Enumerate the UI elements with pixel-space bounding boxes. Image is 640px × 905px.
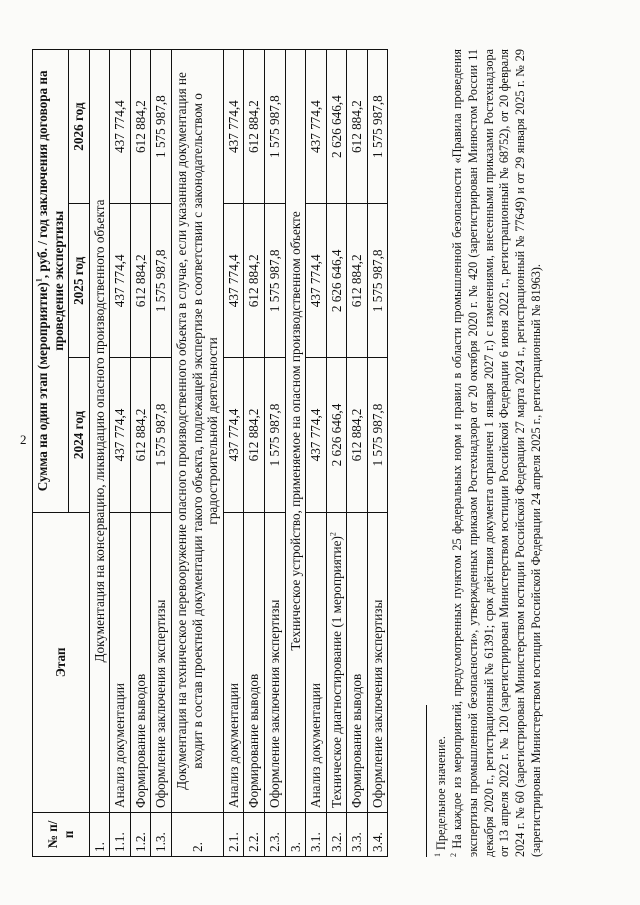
row-stage: Формирование выводов [130, 512, 151, 812]
page-number: 2 [20, 432, 27, 447]
row-value-2024: 1 575 987,8 [264, 358, 285, 512]
table-row [110, 50, 131, 857]
row-value-2026: 1 575 987,8 [264, 50, 285, 204]
row-value-2025: 1 575 987,8 [367, 204, 388, 358]
row-value-2026: 437 774,4 [110, 50, 131, 204]
row-value-2025: 437 774,4 [223, 204, 244, 358]
row-value-2026: 612 884,2 [347, 50, 368, 204]
section-num: 2. [172, 812, 224, 856]
row-value-2026: 612 884,2 [244, 50, 265, 204]
rotated-page-content [20, 22, 620, 882]
row-num: 2.3. [264, 812, 285, 856]
row-value-2024: 612 884,2 [130, 358, 151, 512]
row-num: 1.3. [151, 812, 172, 856]
table-row [151, 50, 172, 857]
row-value-2024: 437 774,4 [223, 358, 244, 512]
row-num: 1.1. [110, 812, 131, 856]
header-year-2025: 2025 год [69, 204, 90, 358]
section-title: Техническое устройство, применяемое на опасном производственном объекте [285, 50, 306, 813]
table-row [244, 50, 265, 857]
row-value-2024: 612 884,2 [347, 358, 368, 512]
footnotes [434, 49, 545, 857]
table-section-row [172, 50, 224, 857]
row-value-2025: 437 774,4 [306, 204, 327, 358]
row-value-2025: 1 575 987,8 [264, 204, 285, 358]
row-num: 3.2. [326, 812, 347, 856]
section-title: Документация на техническое перевооружение опасного производственного объекта в случае, если указанная документация не входит в состав проектной документации такого объекта, подлежащей экспертизе в соответствии с законодательством о градостроительной деятельности [172, 50, 224, 813]
row-num: 3.4. [367, 812, 388, 856]
table-row [367, 50, 388, 857]
row-value-2026: 2 626 646,4 [326, 50, 347, 204]
row-value-2025: 2 626 646,4 [326, 204, 347, 358]
row-stage: Анализ документации [223, 512, 244, 812]
row-num: 2.1. [223, 812, 244, 856]
row-stage: Формирование выводов [244, 512, 265, 812]
header-num: № п/п [33, 812, 90, 856]
header-sum-footnote-mark: 1 [34, 278, 44, 283]
row-num: 2.2. [244, 812, 265, 856]
row-stage: Оформление заключения экспертизы [367, 512, 388, 812]
table-row [347, 50, 368, 857]
row-stage-text: Техническое диагностирование (1 мероприятие) [328, 536, 344, 808]
row-stage: Анализ документации [306, 512, 327, 812]
row-value-2025: 612 884,2 [130, 204, 151, 358]
footnote-text: На каждое из мероприятий, предусмотренных пунктом 25 федеральных норм и правил в области промышленной безопасности «Правила проведения экспертизы промышленной безопасности», утвержденных приказом Ростехнадзора от 20 октября 2020 г. № 420 (зарегистрирован Минюстом России 11 декабря 2020 г., регистрационный № 61391; срок действия документа ограничен 1 января 2027 г.) с изменениями, внесенными приказами Ростехнадзора от 13 апреля 2022 г. № 120 (зарегистрирован Министерством юстиции Российской Федерации 6 июня 2022 г., регистрационный № 68752), от 20 февраля 2024 г. № 60 (зарегистрирован Министерством юстиции Российской Федерации 27 марта 2024 г., регистрационный № 77649) и от 29 января 2025 г. № 29 (зарегистрирован Министерством юстиции Российской Федерации 24 апреля 2025 г., регистрационный № 81963). [449, 49, 544, 857]
row-value-2026: 1 575 987,8 [367, 50, 388, 204]
footnote-2 [450, 49, 545, 857]
row-value-2025: 1 575 987,8 [151, 204, 172, 358]
row-value-2024: 2 626 646,4 [326, 358, 347, 512]
section-num: 1. [89, 812, 110, 856]
footnote-text: Предельное значение. [434, 736, 448, 853]
table-row [306, 50, 327, 857]
header-sum [33, 50, 69, 513]
table-section-row [89, 50, 110, 857]
header-sum-title-rest: , руб. / год заключения договора на проведение экспертизы [35, 70, 66, 351]
row-stage-footnote-mark: 2 [328, 532, 338, 537]
row-num: 3.3. [347, 812, 368, 856]
row-stage: Оформление заключения экспертизы [151, 512, 172, 812]
header-sum-title: Сумма на один этап (мероприятие) [35, 282, 50, 492]
row-value-2026: 612 884,2 [130, 50, 151, 204]
row-stage: Формирование выводов [347, 512, 368, 812]
section-num: 3. [285, 812, 306, 856]
expertise-cost-table [32, 49, 388, 857]
footnote-mark: 1 [432, 853, 442, 857]
footnote-mark: 2 [448, 853, 458, 857]
row-value-2026: 437 774,4 [223, 50, 244, 204]
header-stage: Этап [33, 512, 90, 812]
row-value-2024: 1 575 987,8 [367, 358, 388, 512]
footnote-divider [426, 705, 427, 857]
header-year-2026: 2026 год [69, 50, 90, 204]
row-value-2024: 437 774,4 [110, 358, 131, 512]
table-row [326, 50, 347, 857]
table-row [130, 50, 151, 857]
row-value-2026: 437 774,4 [306, 50, 327, 204]
row-value-2024: 437 774,4 [306, 358, 327, 512]
row-value-2024: 1 575 987,8 [151, 358, 172, 512]
row-value-2025: 612 884,2 [244, 204, 265, 358]
header-year-2024: 2024 год [69, 358, 90, 512]
table-section-row [285, 50, 306, 857]
row-value-2025: 612 884,2 [347, 204, 368, 358]
row-stage: Оформление заключения экспертизы [264, 512, 285, 812]
row-num: 1.2. [130, 812, 151, 856]
section-title: Документация на консервацию, ликвидацию опасного производственного объекта [89, 50, 110, 813]
row-value-2024: 612 884,2 [244, 358, 265, 512]
row-stage: Анализ документации [110, 512, 131, 812]
row-value-2025: 437 774,4 [110, 204, 131, 358]
table-row [264, 50, 285, 857]
footnote-1 [434, 49, 450, 857]
row-value-2026: 1 575 987,8 [151, 50, 172, 204]
row-stage [326, 512, 347, 812]
table-row [223, 50, 244, 857]
row-num: 3.1. [306, 812, 327, 856]
